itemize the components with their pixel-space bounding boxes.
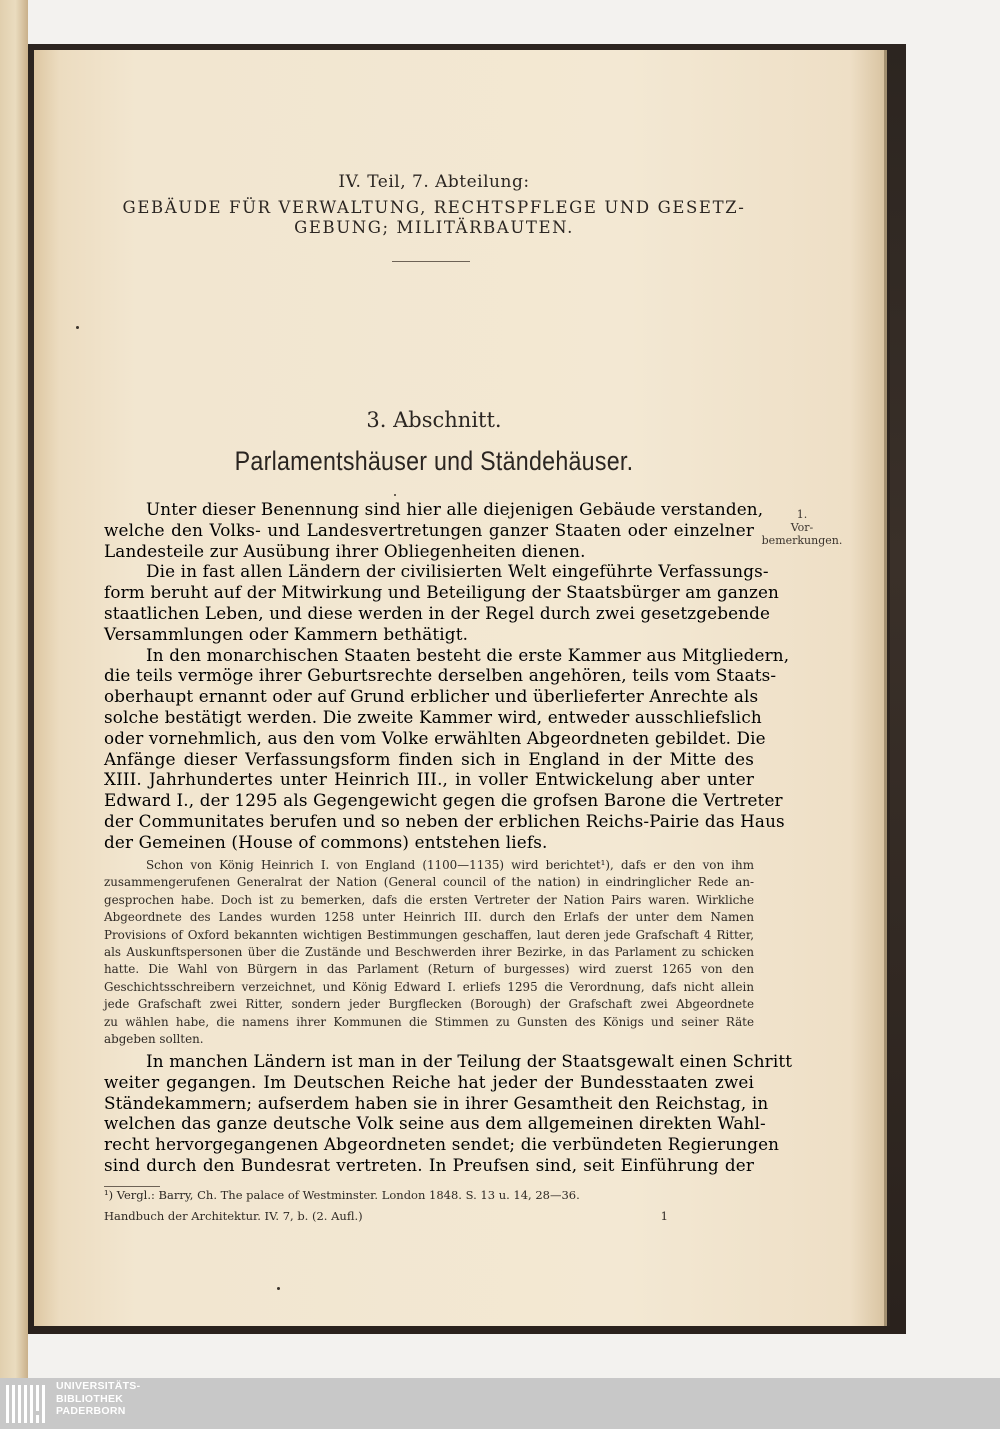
library-footer-bar: [0, 1378, 1000, 1429]
footnote: ¹) Vergl.: Barry, Ch. The palace of Westminster. London 1848. S. 13 u. 14, 28—36.: [104, 1188, 580, 1202]
body-text-line: Ständekammern; aufserdem haben sie in ihrer Gesamtheit den Reichstag, in: [104, 1092, 769, 1113]
small-print-line: als Auskunftspersonen über die Zustände und Beschwerden ihrer Bezirke, in das Parlament zu schicken: [104, 945, 754, 959]
small-print-line: zu wählen habe, die namens ihrer Kommunen die Stimmen zu Gunsten des Königs und seiner Räte: [104, 1014, 754, 1029]
body-text-line: oder vornehmlich, aus den vom Volke erwählten Abgeordneten gebildet. Die: [104, 727, 766, 748]
running-footer-title: Handbuch der Architektur. IV. 7, b. (2. Aufl.): [104, 1209, 363, 1223]
ink-speck: [76, 326, 79, 329]
library-logo-line-1: UNIVERSITÄTS-: [56, 1380, 141, 1392]
section-number: 3. Abschnitt.: [366, 408, 502, 432]
small-print-line: zusammengerufenen Generalrat der Nation (General council of the nation) in eindringlicher Rede an-: [104, 875, 754, 890]
running-footer: [104, 1209, 754, 1223]
small-print-line: Schon von König Heinrich I. von England (1100—1135) wird berichtet¹), dafs er den von ihm: [146, 858, 754, 872]
small-print-line: hatte. Die Wahl von Bürgern in das Parlament (Return of burgesses) wird zuerst 1265 von den: [104, 962, 754, 977]
facing-page-edge: [0, 0, 28, 1378]
small-print-line: Provisions of Oxford bekannten wichtigen Bestimmungen geschaffen, laut deren jede Grafschaft 4 Ritter,: [104, 927, 754, 942]
page-number: 1: [660, 1209, 668, 1223]
library-logo-icon: [6, 1381, 50, 1427]
small-print-line: jede Grafschaft zwei Ritter, sondern jeder Burgflecken (Borough) der Grafschaft zwei Abgeordnete: [104, 997, 754, 1012]
section-title: Parlamentshäuser und Ständehäuser.: [234, 446, 634, 476]
body-text-line: form beruht auf der Mitwirkung und Beteiligung der Staatsbürger am ganzen: [104, 582, 780, 603]
small-print-line: abgeben sollten.: [104, 1032, 204, 1046]
body-text-line: XIII. Jahrhundertes unter Heinrich III., in voller Entwickelung aber unter: [104, 769, 754, 790]
body-text-line: Versammlungen oder Kammern bethätigt.: [104, 623, 469, 644]
body-text-line: die teils vermöge ihrer Geburtsrechte derselben angehören, teils vom Staats-: [104, 665, 777, 686]
library-logo-line-2: BIBLIOTHEK: [56, 1392, 124, 1405]
small-print-line: Abgeordnete des Landes wurden 1258 unter Heinrich III. durch den Erlafs der unter dem Namen: [104, 910, 754, 925]
ink-speck: [394, 494, 396, 496]
body-text-line: recht hervorgegangenen Abgeordneten sendet; die verbündeten Regierungen: [104, 1134, 780, 1155]
body-text-line: sind durch den Bundesrat vertreten. In Preufsen sind, seit Einführung der: [104, 1155, 754, 1175]
body-text-line: welchen das ganze deutsche Volk seine aus dem allgemeinen direkten Wahl-: [104, 1113, 766, 1134]
margin-note-line-1: Vor-: [790, 521, 814, 534]
margin-note: [758, 508, 846, 547]
part-heading: IV. Teil, 7. Abteilung:: [338, 172, 530, 192]
divider-rule: [392, 261, 470, 262]
part-subtitle-line-1: GEBÄUDE FÜR VERWALTUNG, RECHTSPFLEGE UND GESETZ-: [122, 198, 746, 217]
part-subtitle: [104, 198, 764, 238]
body-text-line: solche bestätigt werden. Die zweite Kammer wird, entweder ausschliefslich: [104, 707, 762, 727]
body-text-line: oberhaupt ernannt oder auf Grund erblicher und überlieferter Anrechte als: [104, 686, 759, 707]
body-text-line: der Communitates berufen und so neben der erblichen Reichs-Pairie das Haus: [104, 811, 785, 831]
library-logo-text: [56, 1380, 140, 1418]
part-subtitle-line-2: GEBUNG; MILITÄRBAUTEN.: [294, 218, 574, 237]
footnote-rule: [104, 1186, 160, 1187]
margin-note-number: 1.: [796, 508, 808, 521]
body-text-line: Die in fast allen Ländern der civilisierten Welt eingeführte Verfassungs-: [146, 561, 769, 582]
small-print-line: gesprochen habe. Doch ist zu bemerken, dafs die ersten Vertreter der Nation Pairs waren. Wirkliche: [104, 892, 754, 907]
body-text-line: Landesteile zur Ausübung ihrer Obliegenheiten dienen.: [104, 540, 586, 561]
library-logo-line-3: PADERBORN: [56, 1405, 126, 1417]
body-text-line: welche den Volks- und Landesvertretungen ganzer Staaten oder einzelner: [104, 519, 754, 540]
margin-note-line-2: bemerkungen.: [761, 534, 843, 547]
small-print-line: Geschichtsschreibern verzeichnet, und König Edward I. erliefs 1295 die Verordnung, dafs nicht allein: [104, 979, 754, 994]
body-text-line: der Gemeinen (House of commons) entstehen liefs.: [104, 831, 548, 852]
body-text-line: In manchen Ländern ist man in der Teilung der Staatsgewalt einen Schritt: [146, 1051, 793, 1071]
body-text-line: weiter gegangen. Im Deutschen Reiche hat jeder der Bundesstaaten zwei: [104, 1071, 754, 1092]
body-text-line: Anfänge dieser Verfassungsform finden sich in England in der Mitte des: [104, 748, 754, 769]
ink-speck: [277, 1287, 280, 1290]
body-text-line: In den monarchischen Staaten besteht die erste Kammer aus Mitgliedern,: [146, 644, 790, 665]
body-text-line: staatlichen Leben, und diese werden in der Regel durch zwei gesetzgebende: [104, 603, 771, 623]
body-text-line: Unter dieser Benennung sind hier alle diejenigen Gebäude verstanden,: [146, 499, 764, 519]
body-text-line: Edward I., der 1295 als Gegengewicht gegen die grofsen Barone die Vertreter: [104, 790, 783, 811]
